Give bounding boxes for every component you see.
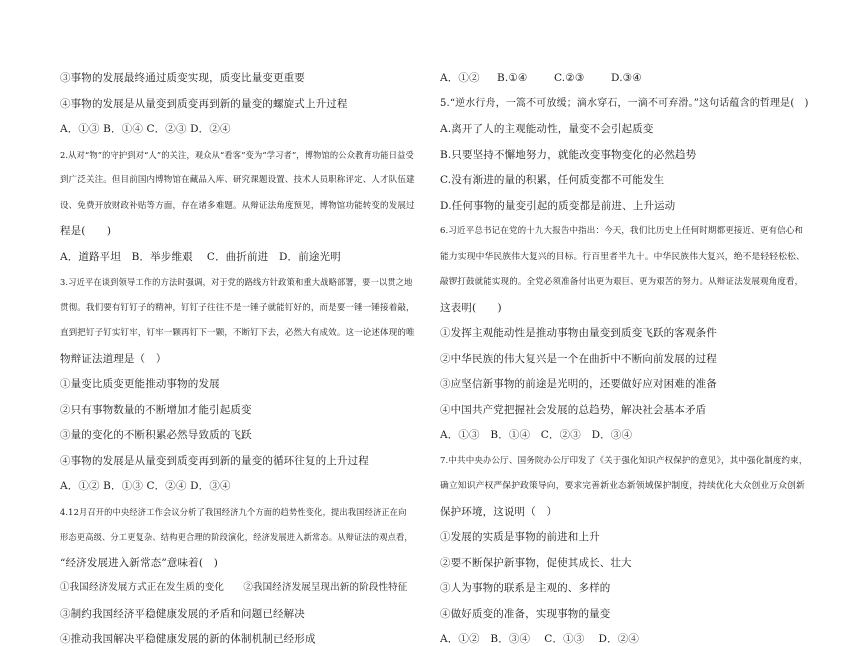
- question-6-text: 这表明( ): [440, 302, 502, 314]
- option-line: ④做好质变的准备，实现事物的量变: [440, 608, 611, 620]
- option-line: ④事物的发展是从量变到质变再到新的量变的螺旋式上升过程: [60, 98, 348, 110]
- option-line: ③事物的发展最终通过质变实现，质变比量变更重要: [60, 72, 305, 84]
- option-line: ④中国共产党把握社会发展的总趋势，解决社会基本矛盾: [440, 404, 707, 416]
- option-line: ③应坚信新事物的前途是光明的，还要做好应对困难的准备: [440, 378, 717, 390]
- answer-choices: A．①③ B．①④ C．②③ D．②④: [60, 123, 231, 135]
- option-line: ③制约我国经济平稳健康发展的矛盾和问题已经解决: [60, 608, 305, 620]
- choice-a: A．①②: [440, 72, 480, 84]
- answer-choices: A．①② B．③④ C．①③ D．②④: [440, 633, 640, 645]
- answer-choices: A．道路平坦 B．举步维艰 C．曲折前进 D．前途光明: [60, 251, 341, 263]
- question-5-text: 5.“逆水行舟，一篙不可放缓；滴水穿石，一滴不可弃滑。”这句话蕴含的哲理是( ): [440, 98, 809, 109]
- option-line: ①量变比质变更能推动事物的发展: [60, 378, 220, 390]
- question-3-text: 3.习近平在谈到领导工作的方法时强调，对于党的路线方针政策和重大战略部署，要一以贯之地: [60, 277, 413, 287]
- question-3-text: 物辩证法道理是（ ）: [60, 353, 167, 365]
- question-7-text: 7.中共中央办公厅、国务院办公厅印发了《关于强化知识产权保护的意见》，其中强化制度约束，: [440, 456, 808, 466]
- question-7-text: 保护环境，这说明（ ）: [440, 506, 558, 518]
- question-7-text: 确立知识产权严保护政策导向，要求完善新业态新领域保护制度，持续优化大众创业万众创新: [440, 481, 805, 491]
- option-line: ②要不断保护新事物，促使其成长、壮大: [440, 557, 632, 569]
- option-line: ①发展的实质是事物的前进和上升: [440, 531, 600, 543]
- option-line: A.离开了人的主观能动性，量变不会引起质变: [440, 123, 654, 135]
- question-6-text: 能力实现中华民族伟大复兴的目标。行百里者半九十。中华民族伟大复兴，绝不是轻轻松松、: [440, 252, 805, 262]
- option-line: ④推动我国解决平稳健康发展的新的体制机制已经形成: [60, 633, 316, 645]
- option-line: ③人为事物的联系是主观的、多样的: [440, 582, 611, 594]
- question-4-text: 形态更高级、分工更复杂、结构更合理的阶段演化，经济发展进入新常态。从辩证法的观点看，: [60, 532, 413, 542]
- answer-choices: A．①③ B．①④ C．②③ D．③④: [440, 429, 633, 441]
- answer-choices: [440, 71, 642, 85]
- question-2-text: 设、免费开放财政补贴等方面，存在诸多难题。从辩证法角度预见，博物馆功能转变的发展过: [60, 201, 415, 211]
- question-6-text: 敲锣打鼓就能实现的。全党必须准备付出更为艰巨、更为艰苦的努力。从辩证法发展观角度看，: [440, 277, 804, 287]
- question-2-text: 到广泛关注。但目前国内博物馆在藏品入库、研究课题设置、技术人员职称评定、人才队伍建: [60, 175, 415, 185]
- option-line: D.任何事物的量变引起的质变都是前进、上升运动: [440, 200, 676, 212]
- question-6-text: 6.习近平总书记在党的十九大报告中指出：今天，我们比历史上任何时期都更接近、更有信心和: [440, 226, 804, 236]
- question-2-text: 程是( ): [60, 225, 112, 237]
- option-line: ③量的变化的不断积累必然导致质的飞跃: [60, 429, 252, 441]
- option-line: C.没有渐进的量的积累，任何质变都不可能发生: [440, 174, 665, 186]
- question-2-text: 2.从对“物”的守护到对“人”的关注，观众从“看客”变为“学习者”，博物馆的公众教育功能日益受: [60, 150, 414, 160]
- choice-c: C.②③: [554, 72, 585, 84]
- option-line: B.只要坚持不懈地努力，就能改变事物变化的必然趋势: [440, 149, 697, 161]
- answer-choices: A．①② B．①③ C．②④ D．③④: [60, 480, 231, 492]
- option-line: ①我国经济发展方式正在发生质的变化 ②我国经济发展呈现出新的阶段性特征: [60, 582, 408, 593]
- choice-d: D.③④: [611, 72, 642, 84]
- option-line: ④事物的发展是从量变到质变再到新的量变的循环往复的上升过程: [60, 455, 369, 467]
- option-line: ②中华民族的伟大复兴是一个在曲折中不断向前发展的过程: [440, 353, 717, 365]
- option-line: ①发挥主观能动性是推动事物由量变到质变飞跃的客观条件: [440, 327, 717, 339]
- question-3-text: 直到把钉子钉实钉牢，钉牢一颗再钉下一颗，不断钉下去，必然大有成效。这一论述体现的唯: [60, 328, 415, 338]
- option-line: ②只有事物数量的不断增加才能引起质变: [60, 404, 252, 416]
- choice-b: B.①④: [497, 72, 528, 84]
- question-4-text: 4.12月召开的中央经济工作会议分析了我国经济九个方面的趋势性变化，提出我国经济正在向: [60, 507, 407, 517]
- question-3-text: 贯彻。我们要有钉钉子的精神，钉钉子往往不是一锤子就能钉好的，而是要一锤一锤接着敲，: [60, 303, 415, 313]
- question-4-text: “经济发展进入新常态”意味着( ): [60, 557, 218, 569]
